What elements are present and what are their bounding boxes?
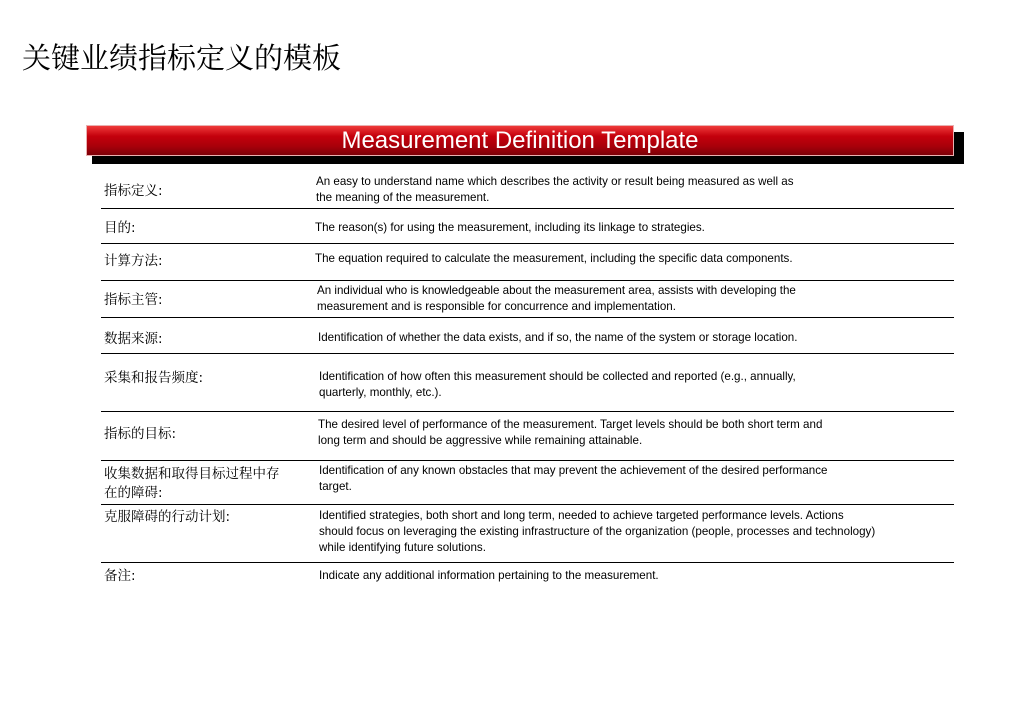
description-line: target. [319,480,352,493]
table-row [101,244,954,281]
table-row [101,412,954,461]
row-label: 备注: [104,568,136,584]
description-line: The equation required to calculate the measurement, including the specific data components. [315,252,793,265]
table-row [101,172,954,209]
description-line: Identified strategies, both short and long term, needed to achieve targeted performance levels. Actions [319,509,844,522]
row-description [315,220,705,236]
description-line: should focus on leveraging the existing infrastructure of the organization (people, processes and technology) [319,525,876,538]
row-description [319,568,659,584]
row-label: 采集和报告频度: [104,370,204,386]
row-label: 指标定义: [104,183,163,199]
row-label-line: 收集数据和取得目标过程中存 [104,466,280,482]
row-description [319,463,827,495]
description-line: measurement and is responsible for concurrence and implementation. [317,300,676,313]
description-line: the meaning of the measurement. [316,191,490,204]
description-line: An individual who is knowledgeable about the measurement area, assists with developing the [317,284,796,297]
row-description [317,283,796,315]
row-label: 计算方法: [104,253,163,269]
row-description [318,417,822,449]
template-banner: Measurement Definition Template [86,125,954,156]
row-label: 指标的目标: [104,426,177,442]
row-label: 指标主管: [104,292,163,308]
description-line: Indicate any additional information pertaining to the measurement. [319,569,659,582]
description-line: long term and should be aggressive while remaining attainable. [318,434,643,447]
description-line: quarterly, monthly, etc.). [319,386,442,399]
row-description [318,330,797,346]
row-label: 数据来源: [104,331,163,347]
table-row [101,505,954,563]
description-line: An easy to understand name which describes the activity or result being measured as well as [316,175,794,188]
table-row [101,281,954,318]
table-row [101,461,954,505]
row-description [319,369,796,401]
page-title: 关键业绩指标定义的模板 [22,41,342,75]
table-row [101,209,954,244]
row-label: 目的: [104,220,136,236]
row-description [315,251,793,267]
description-line: while identifying future solutions. [319,541,486,554]
row-label-line: 在的障碍: [104,485,163,501]
description-line: The desired level of performance of the measurement. Target levels should be both short term and [318,418,823,431]
row-label [104,465,312,503]
table-row [101,354,954,412]
description-line: Identification of any known obstacles that may prevent the achievement of the desired performance [319,464,828,477]
table-row [101,318,954,354]
description-line: Identification of how often this measurement should be collected and reported (e.g., annually, [319,370,796,383]
row-description [316,174,794,206]
row-description [319,508,875,556]
table-row [101,563,954,592]
description-line: Identification of whether the data exists, and if so, the name of the system or storage location. [318,331,798,344]
description-line: The reason(s) for using the measurement, including its linkage to strategies. [315,221,705,234]
row-label: 克服障碍的行动计划: [104,509,231,525]
